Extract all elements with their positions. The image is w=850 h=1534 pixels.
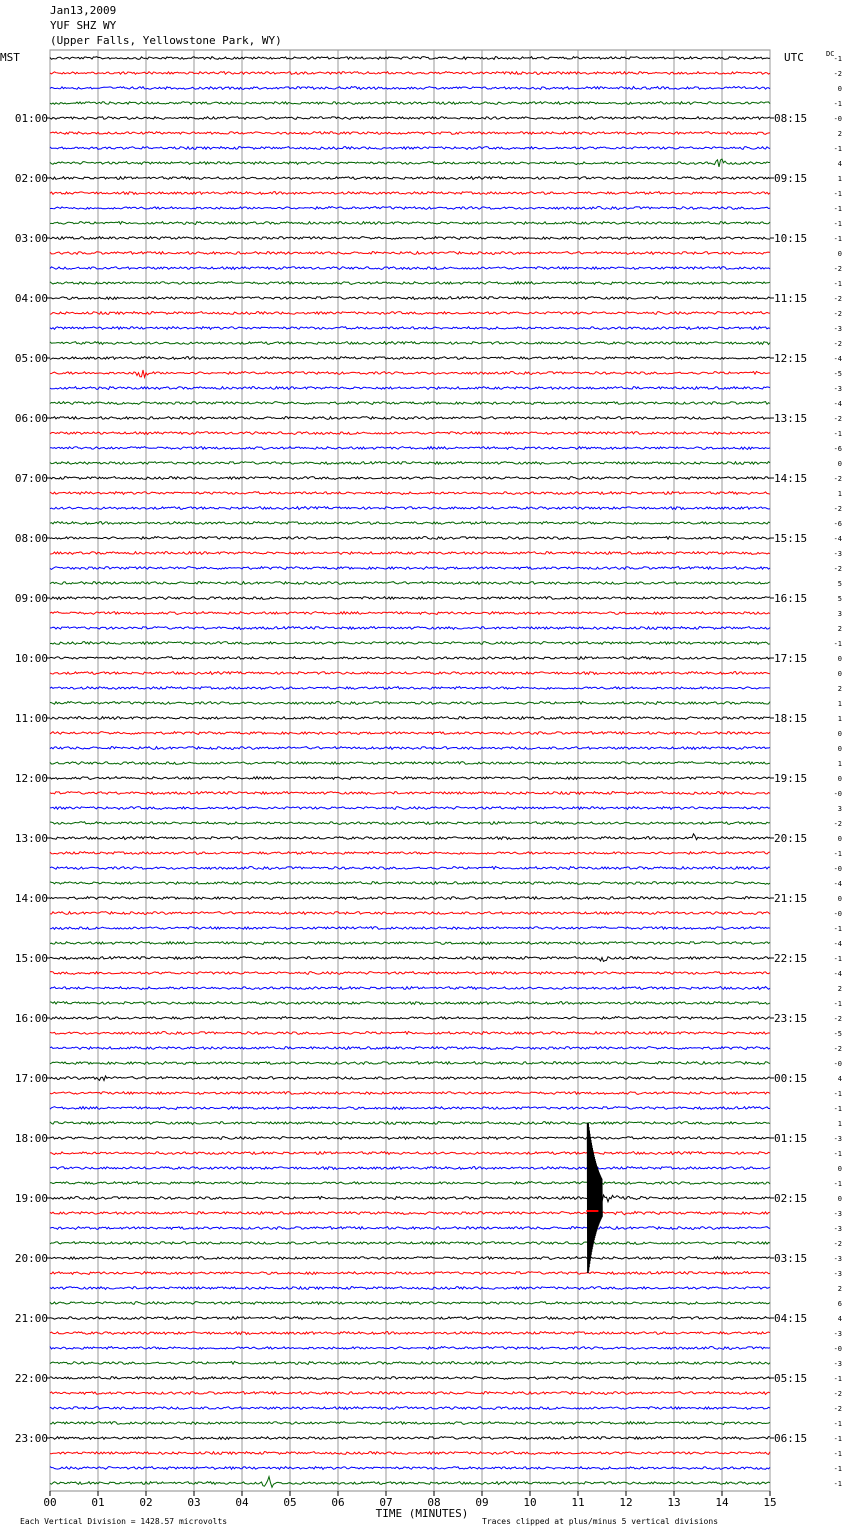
dc-offset-44: 1 bbox=[837, 715, 842, 723]
trace-32 bbox=[50, 537, 770, 540]
mst-label-16:00: 16:00 bbox=[14, 1012, 48, 1025]
trace-22 bbox=[50, 387, 770, 390]
trace-74 bbox=[50, 1167, 770, 1170]
x-tick-label-07: 07 bbox=[379, 1496, 393, 1509]
trace-55 bbox=[50, 882, 770, 885]
dc-offset-95: -1 bbox=[833, 1480, 842, 1488]
trace-21 bbox=[50, 370, 770, 377]
trace-69 bbox=[50, 1092, 770, 1095]
location-label: (Upper Falls, Yellowstone Park, WY) bbox=[50, 34, 282, 47]
trace-56 bbox=[50, 897, 770, 900]
mst-label-11:00: 11:00 bbox=[14, 712, 48, 725]
trace-34 bbox=[50, 567, 770, 570]
utc-label-08:15: 08:15 bbox=[774, 112, 808, 125]
dc-offset-30: -2 bbox=[833, 505, 842, 513]
dc-offset-73: -1 bbox=[833, 1150, 842, 1158]
dc-offset-71: 1 bbox=[837, 1120, 842, 1128]
trace-53 bbox=[50, 852, 770, 855]
clip-note: Traces clipped at plus/minus 5 vertical divisions bbox=[482, 1517, 719, 1526]
trace-81 bbox=[50, 1272, 770, 1275]
mst-label-22:00: 22:00 bbox=[14, 1372, 48, 1385]
x-axis-title: TIME (MINUTES) bbox=[375, 1507, 469, 1520]
trace-61 bbox=[50, 972, 770, 975]
trace-79 bbox=[50, 1242, 770, 1245]
utc-label-02:15: 02:15 bbox=[774, 1192, 808, 1205]
trace-63 bbox=[50, 1002, 770, 1005]
dc-offset-89: -2 bbox=[833, 1390, 842, 1398]
utc-label-03:15: 03:15 bbox=[774, 1252, 808, 1265]
utc-label-13:15: 13:15 bbox=[774, 412, 808, 425]
trace-44 bbox=[50, 717, 770, 720]
trace-38 bbox=[50, 627, 770, 630]
trace-76 bbox=[50, 1192, 770, 1202]
dc-offset-75: -1 bbox=[833, 1180, 842, 1188]
dc-offset-91: -1 bbox=[833, 1420, 842, 1428]
dc-offset-49: -0 bbox=[833, 790, 842, 798]
trace-42 bbox=[50, 687, 770, 690]
mst-label-05:00: 05:00 bbox=[14, 352, 48, 365]
dc-offset-53: -1 bbox=[833, 850, 842, 858]
x-tick-label-13: 13 bbox=[667, 1496, 681, 1509]
dc-offset-22: -3 bbox=[833, 385, 842, 393]
dc-offset-25: -1 bbox=[833, 430, 842, 438]
dc-offset-0: -1 bbox=[833, 55, 842, 63]
dc-offset-78: -3 bbox=[833, 1225, 842, 1233]
x-tick-label-12: 12 bbox=[619, 1496, 633, 1509]
trace-13 bbox=[50, 252, 770, 255]
trace-4 bbox=[50, 117, 770, 120]
dc-offset-52: 0 bbox=[837, 835, 842, 843]
trace-9 bbox=[50, 192, 770, 195]
utc-label-21:15: 21:15 bbox=[774, 892, 808, 905]
trace-5 bbox=[50, 132, 770, 135]
dc-offset-43: 1 bbox=[837, 700, 842, 708]
dc-offset-6: -1 bbox=[833, 145, 842, 153]
utc-label-15:15: 15:15 bbox=[774, 532, 808, 545]
dc-offset-33: -3 bbox=[833, 550, 842, 558]
utc-label-17:15: 17:15 bbox=[774, 652, 808, 665]
trace-48 bbox=[50, 777, 770, 780]
mst-label-02:00: 02:00 bbox=[14, 172, 48, 185]
dc-offset-28: -2 bbox=[833, 475, 842, 483]
dc-axis-label: DC bbox=[826, 50, 835, 58]
x-tick-label-15: 15 bbox=[763, 1496, 777, 1509]
dc-offset-62: 2 bbox=[837, 985, 842, 993]
trace-64 bbox=[50, 1017, 770, 1020]
trace-93 bbox=[50, 1452, 770, 1455]
x-tick-label-11: 11 bbox=[571, 1496, 585, 1509]
trace-58 bbox=[50, 927, 770, 930]
trace-33 bbox=[50, 552, 770, 555]
dc-offset-93: -1 bbox=[833, 1450, 842, 1458]
x-tick-label-10: 10 bbox=[523, 1496, 537, 1509]
trace-52 bbox=[50, 834, 770, 840]
trace-88 bbox=[50, 1377, 770, 1380]
dc-offset-21: -5 bbox=[833, 370, 842, 378]
trace-67 bbox=[50, 1062, 770, 1065]
trace-82 bbox=[50, 1287, 770, 1290]
dc-offset-84: 4 bbox=[837, 1315, 842, 1323]
trace-1 bbox=[50, 72, 770, 75]
trace-19 bbox=[50, 342, 770, 345]
dc-offset-15: -1 bbox=[833, 280, 842, 288]
trace-59 bbox=[50, 942, 770, 945]
trace-6 bbox=[50, 147, 770, 150]
utc-label-23:15: 23:15 bbox=[774, 1012, 808, 1025]
dc-offset-86: -0 bbox=[833, 1345, 842, 1353]
trace-7 bbox=[50, 159, 770, 167]
utc-label-14:15: 14:15 bbox=[774, 472, 808, 485]
trace-57 bbox=[50, 912, 770, 915]
dc-offset-74: 0 bbox=[837, 1165, 842, 1173]
mst-axis-label: MST bbox=[0, 51, 20, 64]
trace-68 bbox=[50, 1076, 770, 1081]
utc-label-10:15: 10:15 bbox=[774, 232, 808, 245]
dc-offset-67: -0 bbox=[833, 1060, 842, 1068]
utc-label-04:15: 04:15 bbox=[774, 1312, 808, 1325]
trace-43 bbox=[50, 702, 770, 705]
dc-offset-9: -1 bbox=[833, 190, 842, 198]
dc-offset-3: -1 bbox=[833, 100, 842, 108]
dc-offset-18: -3 bbox=[833, 325, 842, 333]
dc-offset-65: -5 bbox=[833, 1030, 842, 1038]
dc-offset-46: 0 bbox=[837, 745, 842, 753]
trace-83 bbox=[50, 1302, 770, 1305]
trace-18 bbox=[50, 327, 770, 330]
x-tick-label-06: 06 bbox=[331, 1496, 345, 1509]
trace-29 bbox=[50, 492, 770, 495]
dc-offset-50: 3 bbox=[837, 805, 842, 813]
trace-46 bbox=[50, 747, 770, 750]
utc-label-06:15: 06:15 bbox=[774, 1432, 808, 1445]
x-tick-label-09: 09 bbox=[475, 1496, 489, 1509]
dc-offset-87: -3 bbox=[833, 1360, 842, 1368]
trace-71 bbox=[50, 1122, 770, 1125]
utc-label-22:15: 22:15 bbox=[774, 952, 808, 965]
trace-14 bbox=[50, 267, 770, 270]
mst-label-13:00: 13:00 bbox=[14, 832, 48, 845]
trace-92 bbox=[50, 1437, 770, 1440]
dc-offset-4: -0 bbox=[833, 115, 842, 123]
dc-offset-27: 0 bbox=[837, 460, 842, 468]
dc-offset-66: -2 bbox=[833, 1045, 842, 1053]
dc-offset-12: -1 bbox=[833, 235, 842, 243]
dc-offset-76: 0 bbox=[837, 1195, 842, 1203]
x-tick-label-00: 00 bbox=[43, 1496, 57, 1509]
dc-offset-82: 2 bbox=[837, 1285, 842, 1293]
earthquake-waveform bbox=[587, 1123, 602, 1273]
trace-3 bbox=[50, 102, 770, 105]
trace-77 bbox=[50, 1211, 770, 1215]
dc-offset-80: -3 bbox=[833, 1255, 842, 1263]
dc-offset-85: -3 bbox=[833, 1330, 842, 1338]
mst-label-06:00: 06:00 bbox=[14, 412, 48, 425]
trace-15 bbox=[50, 282, 770, 285]
mst-label-12:00: 12:00 bbox=[14, 772, 48, 785]
trace-17 bbox=[50, 312, 770, 315]
utc-label-05:15: 05:15 bbox=[774, 1372, 808, 1385]
dc-offset-14: -2 bbox=[833, 265, 842, 273]
trace-39 bbox=[50, 642, 770, 645]
dc-offset-72: -3 bbox=[833, 1135, 842, 1143]
station-label: YUF SHZ WY bbox=[50, 19, 117, 32]
utc-label-20:15: 20:15 bbox=[774, 832, 808, 845]
dc-offset-54: -0 bbox=[833, 865, 842, 873]
vertical-division-note: Each Vertical Division = 1428.57 microvolts bbox=[20, 1517, 228, 1526]
mst-label-18:00: 18:00 bbox=[14, 1132, 48, 1145]
trace-20 bbox=[50, 357, 770, 360]
dc-offset-45: 0 bbox=[837, 730, 842, 738]
trace-91 bbox=[50, 1422, 770, 1425]
trace-25 bbox=[50, 432, 770, 435]
dc-offset-23: -4 bbox=[833, 400, 842, 408]
x-tick-label-01: 01 bbox=[91, 1496, 105, 1509]
mst-label-19:00: 19:00 bbox=[14, 1192, 48, 1205]
dc-offset-64: -2 bbox=[833, 1015, 842, 1023]
trace-11 bbox=[50, 222, 770, 225]
dc-offset-94: -1 bbox=[833, 1465, 842, 1473]
trace-27 bbox=[50, 462, 770, 465]
trace-47 bbox=[50, 762, 770, 765]
mst-label-21:00: 21:00 bbox=[14, 1312, 48, 1325]
trace-62 bbox=[50, 987, 770, 990]
mst-label-10:00: 10:00 bbox=[14, 652, 48, 665]
dc-offset-40: 0 bbox=[837, 655, 842, 663]
trace-24 bbox=[50, 417, 770, 420]
trace-94 bbox=[50, 1467, 770, 1470]
dc-offset-92: -1 bbox=[833, 1435, 842, 1443]
mst-label-07:00: 07:00 bbox=[14, 472, 48, 485]
dc-offset-35: 5 bbox=[837, 580, 842, 588]
trace-28 bbox=[50, 477, 770, 480]
trace-26 bbox=[50, 447, 770, 450]
trace-85 bbox=[50, 1332, 770, 1335]
mst-label-09:00: 09:00 bbox=[14, 592, 48, 605]
trace-78 bbox=[50, 1227, 770, 1230]
dc-offset-38: 2 bbox=[837, 625, 842, 633]
dc-offset-34: -2 bbox=[833, 565, 842, 573]
utc-label-11:15: 11:15 bbox=[774, 292, 808, 305]
trace-45 bbox=[50, 732, 770, 735]
x-tick-label-03: 03 bbox=[187, 1496, 201, 1509]
dc-offset-20: -4 bbox=[833, 355, 842, 363]
trace-80 bbox=[50, 1257, 770, 1260]
utc-axis-label: UTC bbox=[784, 51, 804, 64]
x-tick-label-05: 05 bbox=[283, 1496, 297, 1509]
trace-2 bbox=[50, 87, 770, 90]
dc-offset-59: -4 bbox=[833, 940, 842, 948]
dc-offset-56: 0 bbox=[837, 895, 842, 903]
dc-offset-47: 1 bbox=[837, 760, 842, 768]
trace-50 bbox=[50, 807, 770, 810]
dc-offset-36: 5 bbox=[837, 595, 842, 603]
mst-label-20:00: 20:00 bbox=[14, 1252, 48, 1265]
trace-73 bbox=[50, 1152, 770, 1155]
dc-offset-5: 2 bbox=[837, 130, 842, 138]
trace-12 bbox=[50, 237, 770, 240]
trace-8 bbox=[50, 177, 770, 180]
trace-16 bbox=[50, 297, 770, 300]
utc-label-09:15: 09:15 bbox=[774, 172, 808, 185]
trace-0 bbox=[50, 57, 770, 60]
dc-offset-42: 2 bbox=[837, 685, 842, 693]
trace-65 bbox=[50, 1032, 770, 1035]
trace-70 bbox=[50, 1107, 770, 1110]
dc-offset-26: -6 bbox=[833, 445, 842, 453]
dc-offset-79: -2 bbox=[833, 1240, 842, 1248]
mst-label-01:00: 01:00 bbox=[14, 112, 48, 125]
dc-offset-60: -1 bbox=[833, 955, 842, 963]
dc-offset-69: -1 bbox=[833, 1090, 842, 1098]
trace-87 bbox=[50, 1362, 770, 1365]
dc-offset-29: 1 bbox=[837, 490, 842, 498]
utc-label-01:15: 01:15 bbox=[774, 1132, 808, 1145]
trace-89 bbox=[50, 1392, 770, 1395]
utc-label-18:15: 18:15 bbox=[774, 712, 808, 725]
dc-offset-48: 0 bbox=[837, 775, 842, 783]
trace-35 bbox=[50, 582, 770, 585]
trace-95 bbox=[50, 1477, 770, 1488]
plot-frame bbox=[50, 50, 770, 1491]
dc-offset-39: -1 bbox=[833, 640, 842, 648]
trace-41 bbox=[50, 672, 770, 675]
mst-label-23:00: 23:00 bbox=[14, 1432, 48, 1445]
dc-offset-41: 0 bbox=[837, 670, 842, 678]
mst-label-15:00: 15:00 bbox=[14, 952, 48, 965]
trace-90 bbox=[50, 1407, 770, 1410]
dc-offset-68: 4 bbox=[837, 1075, 842, 1083]
trace-40 bbox=[50, 657, 770, 660]
dc-offset-17: -2 bbox=[833, 310, 842, 318]
dc-offset-8: 1 bbox=[837, 175, 842, 183]
date-label: Jan13,2009 bbox=[50, 4, 117, 17]
dc-offset-57: -0 bbox=[833, 910, 842, 918]
dc-offset-51: -2 bbox=[833, 820, 842, 828]
mst-label-14:00: 14:00 bbox=[14, 892, 48, 905]
utc-label-12:15: 12:15 bbox=[774, 352, 808, 365]
x-tick-label-04: 04 bbox=[235, 1496, 249, 1509]
trace-30 bbox=[50, 507, 770, 510]
x-tick-label-02: 02 bbox=[139, 1496, 153, 1509]
dc-offset-2: 0 bbox=[837, 85, 842, 93]
mst-label-17:00: 17:00 bbox=[14, 1072, 48, 1085]
mst-label-04:00: 04:00 bbox=[14, 292, 48, 305]
trace-49 bbox=[50, 792, 770, 795]
dc-offset-90: -2 bbox=[833, 1405, 842, 1413]
dc-offset-63: -1 bbox=[833, 1000, 842, 1008]
dc-offset-1: -2 bbox=[833, 70, 842, 78]
trace-86 bbox=[50, 1347, 770, 1350]
x-tick-label-08: 08 bbox=[427, 1496, 441, 1509]
dc-offset-61: -4 bbox=[833, 970, 842, 978]
dc-offset-31: -6 bbox=[833, 520, 842, 528]
trace-54 bbox=[50, 867, 770, 870]
mst-label-03:00: 03:00 bbox=[14, 232, 48, 245]
utc-label-19:15: 19:15 bbox=[774, 772, 808, 785]
dc-offset-11: -1 bbox=[833, 220, 842, 228]
dc-offset-13: 0 bbox=[837, 250, 842, 258]
dc-offset-10: -1 bbox=[833, 205, 842, 213]
trace-51 bbox=[50, 822, 770, 825]
dc-offset-88: -1 bbox=[833, 1375, 842, 1383]
dc-offset-58: -1 bbox=[833, 925, 842, 933]
dc-offset-7: 4 bbox=[837, 160, 842, 168]
dc-offset-24: -2 bbox=[833, 415, 842, 423]
mst-label-08:00: 08:00 bbox=[14, 532, 48, 545]
utc-label-00:15: 00:15 bbox=[774, 1072, 808, 1085]
dc-offset-37: 3 bbox=[837, 610, 842, 618]
trace-36 bbox=[50, 597, 770, 600]
trace-84 bbox=[50, 1317, 770, 1320]
trace-75 bbox=[50, 1182, 770, 1185]
trace-66 bbox=[50, 1047, 770, 1050]
x-tick-label-14: 14 bbox=[715, 1496, 729, 1509]
dc-offset-19: -2 bbox=[833, 340, 842, 348]
dc-offset-32: -4 bbox=[833, 535, 842, 543]
dc-offset-77: -3 bbox=[833, 1210, 842, 1218]
trace-31 bbox=[50, 522, 770, 525]
trace-37 bbox=[50, 612, 770, 615]
trace-72 bbox=[50, 1137, 770, 1140]
dc-offset-16: -2 bbox=[833, 295, 842, 303]
dc-offset-83: 6 bbox=[837, 1300, 842, 1308]
dc-offset-55: -4 bbox=[833, 880, 842, 888]
trace-60 bbox=[50, 957, 770, 962]
dc-offset-81: -3 bbox=[833, 1270, 842, 1278]
utc-label-16:15: 16:15 bbox=[774, 592, 808, 605]
trace-10 bbox=[50, 207, 770, 210]
trace-23 bbox=[50, 402, 770, 405]
dc-offset-70: -1 bbox=[833, 1105, 842, 1113]
